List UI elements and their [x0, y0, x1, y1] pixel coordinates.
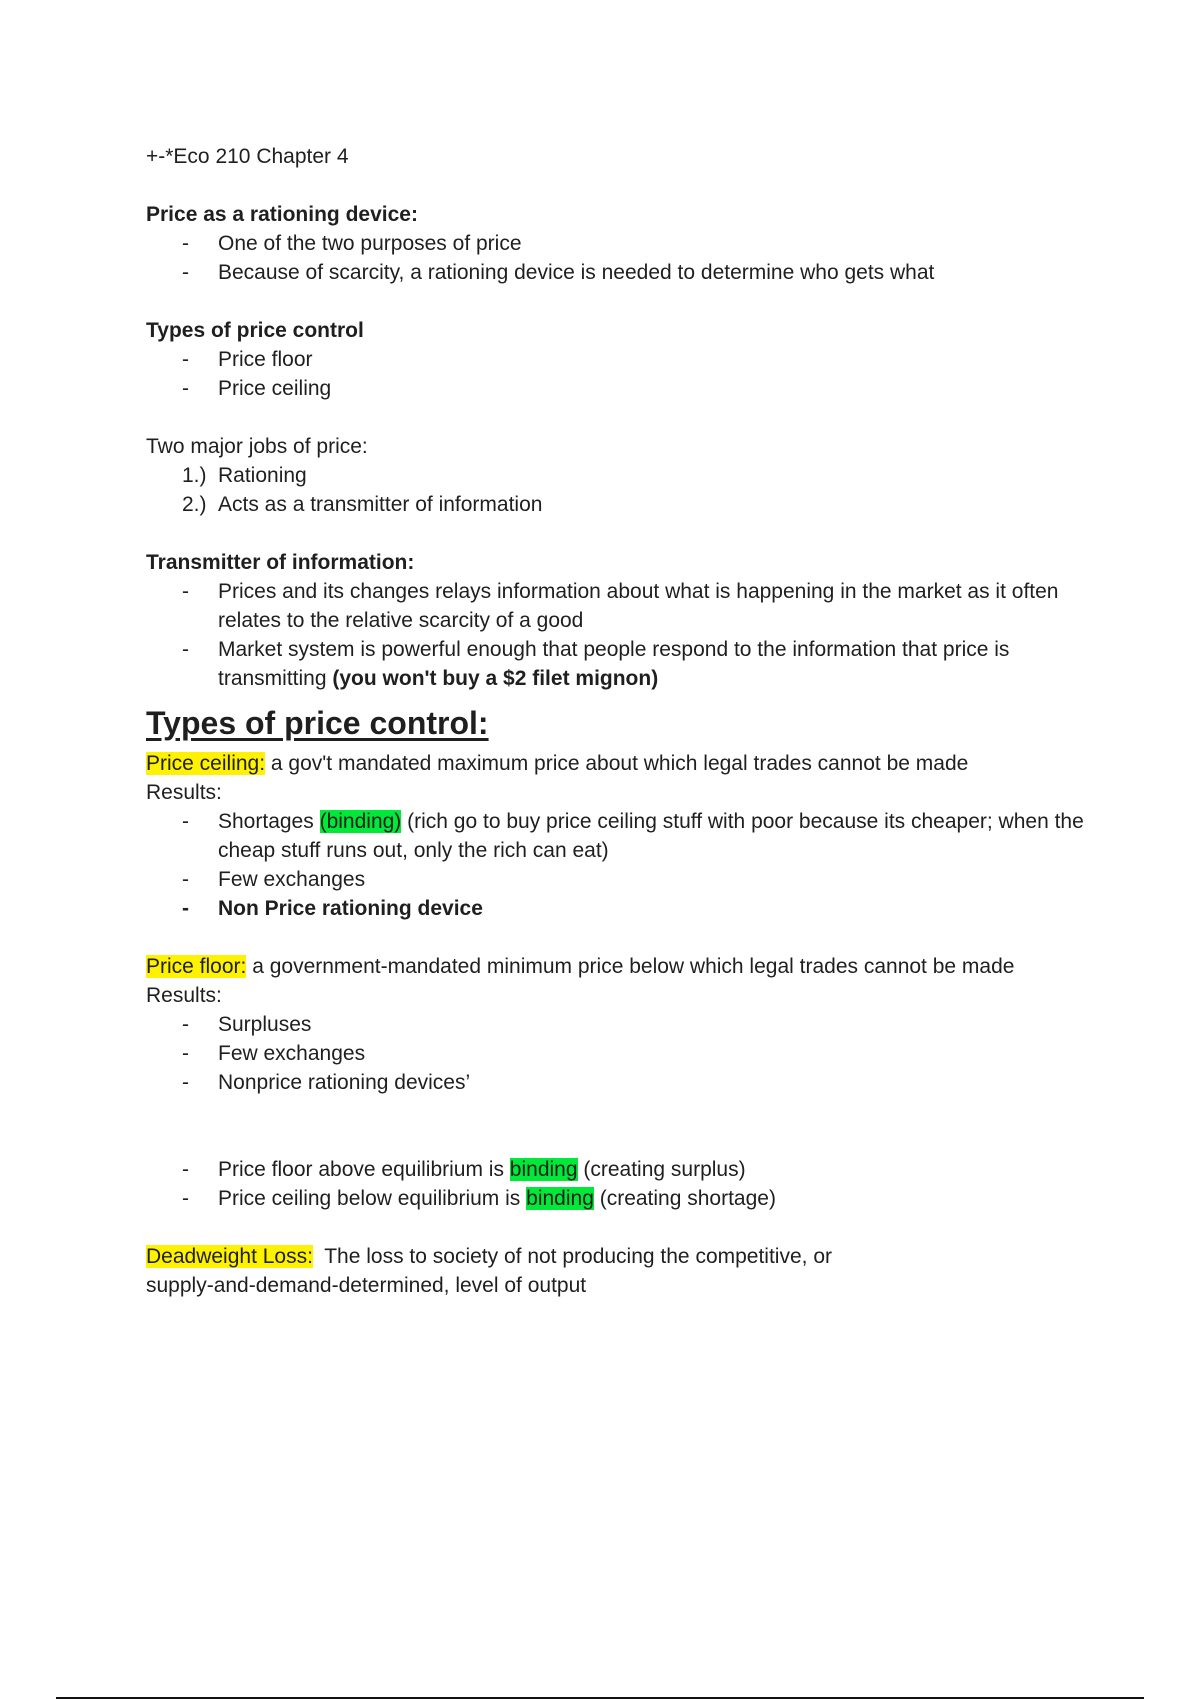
list-text: Acts as a transmitter of information: [218, 493, 543, 516]
ceiling-term: Price ceiling:: [146, 752, 266, 775]
list-item: - Surpluses: [146, 1010, 1086, 1039]
filet-mignon-note: (you won't buy a $2 filet mignon): [332, 667, 659, 690]
jobs-heading: Two major jobs of price:: [146, 435, 368, 458]
list-item: [146, 807, 1086, 865]
list-item: - Few exchanges: [146, 865, 1086, 894]
list-text: Price floor above equilibrium is: [218, 1158, 510, 1181]
types-short-heading: Types of price control: [146, 319, 364, 342]
floor-results-label: Results:: [146, 984, 222, 1007]
list-text: (creating surplus): [577, 1158, 746, 1181]
list-text: Market system is powerful enough that people respond to the information that price is transmitting: [218, 638, 1010, 690]
list-item: - Non Price rationing device: [146, 894, 1086, 923]
list-item: - Because of scarcity, a rationing device is needed to determine who gets what: [146, 258, 1086, 287]
floor-definition-text: a government-mandated minimum price below which legal trades cannot be made: [246, 955, 1015, 978]
list-text: Shortages: [218, 810, 320, 833]
rationing-list: [146, 229, 1086, 287]
list-text: Price ceiling below equilibrium is: [218, 1187, 527, 1210]
list-item: - One of the two purposes of price: [146, 229, 1086, 258]
deadweight-term: Deadweight Loss:: [146, 1245, 313, 1268]
floor-definition: [146, 952, 1086, 981]
types-short-list: [146, 345, 1086, 403]
rationing-heading: Price as a rationing device:: [146, 203, 418, 226]
list-item: - Price ceiling: [146, 374, 1086, 403]
binding-highlight: binding: [509, 1158, 578, 1181]
list-item: [146, 1184, 1086, 1213]
list-item: - Prices and its changes relays information about what is happening in the market as it often relates to the relative scarcity of a good: [146, 577, 1086, 635]
list-item: [146, 490, 1086, 519]
transmitter-list: [146, 577, 1086, 693]
list-item: - Few exchanges: [146, 1039, 1086, 1068]
list-number: 2.): [182, 493, 207, 516]
list-text: Rationing: [218, 464, 307, 487]
transmitter-heading: Transmitter of information:: [146, 551, 415, 574]
document-page: [146, 142, 1086, 1300]
list-item: [146, 461, 1086, 490]
list-item: - Nonprice rationing devices’: [146, 1068, 1086, 1097]
floor-term: Price floor:: [146, 955, 247, 978]
deadweight-definition-continued: supply-and-demand-determined, level of output: [146, 1274, 587, 1297]
list-number: 1.): [182, 464, 207, 487]
ceiling-results-label: Results:: [146, 781, 222, 804]
deadweight-definition-text: The loss to society of not producing the competitive, or: [312, 1245, 832, 1268]
document-title: +-*Eco 210 Chapter 4: [146, 145, 349, 168]
page-bottom-rule: [56, 1697, 1144, 1699]
ceiling-definition-text: a gov't mandated maximum price about which legal trades cannot be made: [265, 752, 969, 775]
types-big-heading: Types of price control:: [146, 705, 489, 741]
list-item: [146, 1155, 1086, 1184]
jobs-list: [146, 461, 1086, 519]
ceiling-results-list: [146, 807, 1086, 923]
list-text: (creating shortage): [593, 1187, 776, 1210]
list-text: (rich go to buy price ceiling stuff with poor because its cheaper; when the cheap stuff runs out, only the rich can eat): [218, 810, 1084, 862]
binding-list: [146, 1155, 1086, 1213]
binding-highlight: (binding): [319, 810, 402, 833]
binding-highlight: binding: [526, 1187, 594, 1210]
list-item: - Price floor: [146, 345, 1086, 374]
deadweight-definition: [146, 1242, 1086, 1271]
list-item: [146, 635, 1086, 693]
floor-results-list: [146, 1010, 1086, 1097]
ceiling-definition: [146, 749, 1086, 778]
